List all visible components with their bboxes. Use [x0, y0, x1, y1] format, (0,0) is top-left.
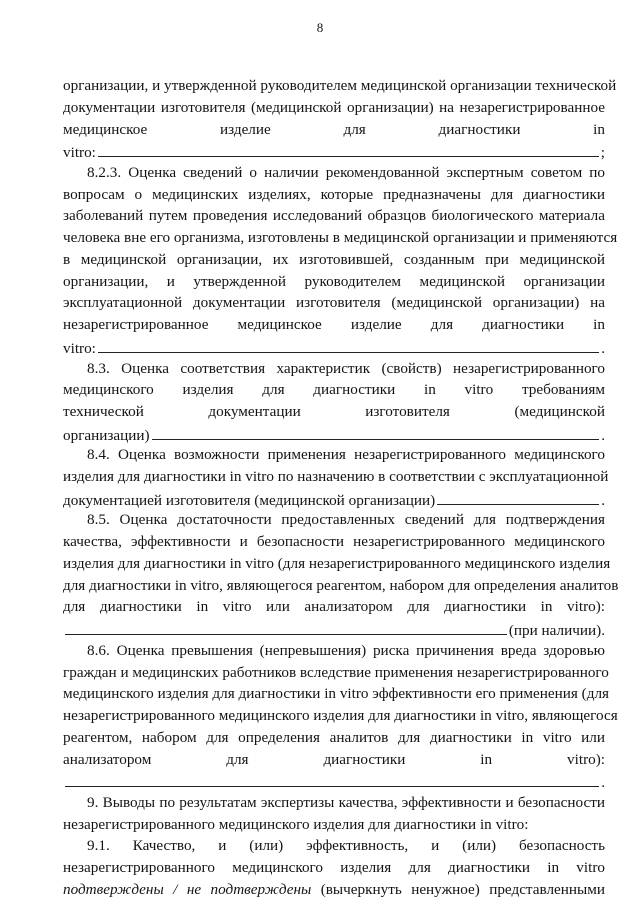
text-fragment: . — [601, 774, 605, 791]
text-line: вопросам о медицинских изделиях, которые предназначены для диагностики — [63, 186, 605, 203]
text-fragment: (вычеркнуть ненужное) представленными — [311, 881, 605, 898]
text-line-with-blank — [63, 424, 605, 444]
text-line: анализатором для диагностики in vitro): — [63, 751, 605, 768]
text-fragment: организации) — [63, 427, 150, 444]
blank-field-line — [98, 337, 599, 353]
text-line: технической документации изготовителя (медицинской — [63, 403, 605, 420]
text-line: эксплуатационной документации изготовителя (медицинской организации) на — [63, 294, 605, 311]
blank-field-line — [152, 424, 600, 440]
text-fragment: . — [601, 340, 605, 357]
text-line: качества, эффективности и безопасности незарегистрированного медицинского — [63, 533, 605, 550]
section-9-heading: 9. Выводы по результатам экспертизы качества, эффективности и безопасности — [87, 794, 605, 811]
text-line: заболеваний путем проведения исследований образцов биологического материала — [63, 207, 605, 224]
italic-option-text: подтверждены / не подтверждены — [63, 881, 312, 898]
text-line: в медицинской организации, их изготовившей, созданным при медицинской — [63, 251, 605, 268]
text-line: организации, и утвержденной руководителем медицинской организации — [63, 273, 605, 290]
paragraph-9-1: 9.1. Качество, и (или) эффективность, и (или) безопасность — [87, 837, 605, 854]
text-line: незарегистрированного медицинского изделия для диагностики in vitro — [63, 859, 605, 876]
text-line: граждан и медицинских работников вследствие применения незарегистрированного — [63, 664, 609, 681]
text-line: изделия для диагностики in vitro по назначению в соответствии с эксплуатационной — [63, 468, 609, 485]
text-line: незарегистрированного медицинского изделия для диагностики in vitro: — [63, 816, 529, 833]
blank-field-line — [65, 619, 507, 635]
text-line-with-blank — [63, 619, 605, 639]
text-line-with-blank — [63, 489, 605, 509]
text-line: для диагностики in vitro или анализатором для диагностики in vitro): — [63, 598, 605, 615]
text-line: незарегистрированное медицинское изделие для диагностики in — [63, 316, 605, 333]
text-fragment: . — [601, 427, 605, 444]
text-line: человека вне его организма, изготовлены в медицинской организации и применяются — [63, 229, 618, 246]
text-line — [63, 880, 605, 900]
blank-field-line — [65, 771, 599, 787]
text-line: изделия для диагностики in vitro (для незарегистрированного медицинского изделия — [63, 555, 611, 572]
paragraph-8-4: 8.4. Оценка возможности применения незарегистрированного медицинского — [87, 446, 605, 463]
text-fragment: vitro: — [63, 340, 96, 357]
text-line: медицинское изделие для диагностики in — [63, 121, 605, 138]
text-fragment: ; — [600, 144, 605, 161]
paragraph-8-2-3: 8.2.3. Оценка сведений о наличии рекомендованной экспертным советом по — [87, 164, 605, 181]
text-line-with-blank — [63, 771, 605, 791]
text-fragment: документацией изготовителя (медицинской организации) — [63, 492, 436, 509]
text-line: для диагностики in vitro, являющегося реагентом, набором для определения аналитов — [63, 577, 619, 594]
text-fragment: . — [601, 492, 605, 509]
blank-field-line — [98, 141, 599, 157]
text-line-with-blank — [63, 337, 605, 357]
text-fragment: (при наличии). — [508, 622, 605, 639]
text-line: организации, и утвержденной руководителем медицинской организации технической — [63, 77, 617, 94]
paragraph-8-6: 8.6. Оценка превышения (непревышения) риска причинения вреда здоровью — [87, 642, 605, 659]
text-line: реагентом, набором для определения аналитов для диагностики in vitro или — [63, 729, 605, 746]
paragraph-8-5: 8.5. Оценка достаточности предоставленных сведений для подтверждения — [87, 511, 605, 528]
text-line: документации изготовителя (медицинской организации) на незарегистрированное — [63, 99, 605, 116]
paragraph-8-3: 8.3. Оценка соответствия характеристик (свойств) незарегистрированного — [87, 360, 605, 377]
text-line: медицинского изделия для диагностики in vitro эффективности его применения (для — [63, 685, 610, 702]
page-number: 8 — [316, 20, 324, 35]
text-fragment: vitro: — [63, 144, 96, 161]
text-line: незарегистрированного медицинского изделия для диагностики in vitro, являющегося — [63, 707, 618, 724]
text-line-with-blank — [63, 141, 605, 161]
blank-field-line — [437, 489, 599, 505]
text-line: медицинского изделия для диагностики in vitro требованиям — [63, 381, 605, 398]
